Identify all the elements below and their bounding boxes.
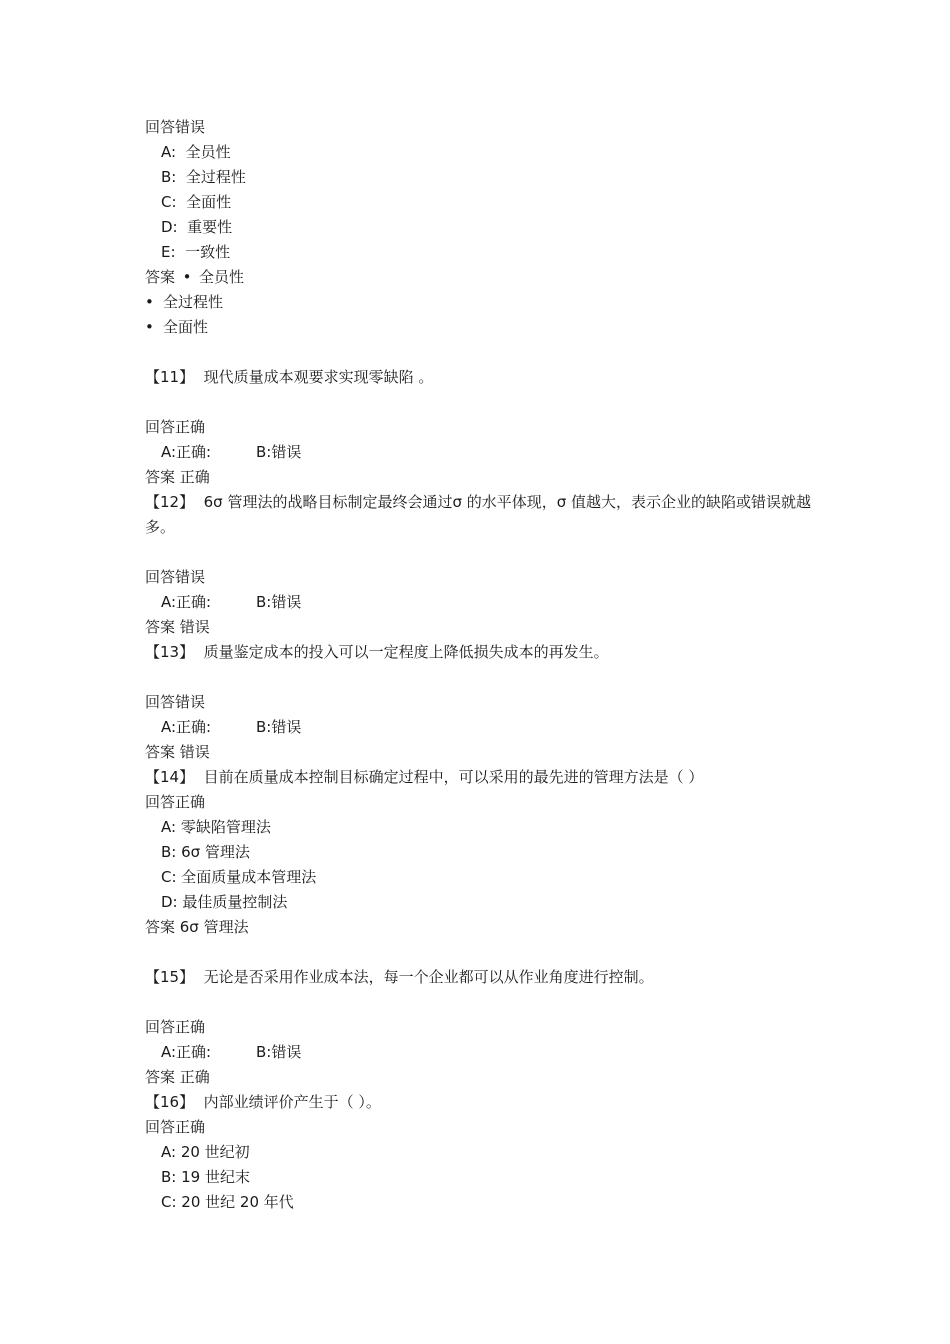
q14-answer: 答案 6σ 管理法 [145,918,249,936]
q11-answer: 答案 正确 [145,468,210,486]
q10-answer-item: • 全面性 [145,315,825,340]
q16-option-b: B: 19 世纪末 [161,1168,250,1186]
q12-options: A:正确: B:错误 [161,593,302,611]
q14-option-a: A: 零缺陷管理法 [161,818,271,836]
q13-answer: 答案 错误 [145,743,210,761]
q13-question: 【13】 质量鉴定成本的投入可以一定程度上降低损失成本的再发生。 [145,643,609,661]
q10-option-a: A: 全员性 [161,143,231,161]
q10-answer: 答案 • 全员性 [145,265,825,290]
q10-answer-item: • 全过程性 [145,290,825,315]
q13-result: 回答错误 [145,693,206,711]
q16-option-a: A: 20 世纪初 [161,1143,250,1161]
q11-options: A:正确: B:错误 [161,443,302,461]
q14-option-c: C: 全面质量成本管理法 [161,868,317,886]
bullet-icon: • [145,293,154,311]
q12-result: 回答错误 [145,568,206,586]
document-body [145,115,825,1215]
q11-question: 【11】 现代质量成本观要求实现零缺陷 。 [145,368,434,386]
q10-option-e: E: 一致性 [161,243,231,261]
q16-question: 【16】 内部业绩评价产生于（ ）。 [145,1093,381,1111]
q16-result: 回答正确 [145,1118,206,1136]
bullet-icon: • [145,318,154,336]
q14-option-b: B: 6σ 管理法 [161,843,250,861]
q15-options: A:正确: B:错误 [161,1043,302,1061]
q16-option-c: C: 20 世纪 20 年代 [161,1193,294,1211]
q15-question: 【15】 无论是否采用作业成本法，每一个企业都可以从作业角度进行控制。 [145,968,654,986]
q15-result: 回答正确 [145,1018,206,1036]
q10-result: 回答错误 [145,118,206,136]
q14-result: 回答正确 [145,793,206,811]
q14-question: 【14】 目前在质量成本控制目标确定过程中，可以采用的最先进的管理方法是（ ） [145,768,704,786]
q12-answer: 答案 错误 [145,618,210,636]
q12-question: 【12】 6σ 管理法的战略目标制定最终会通过σ 的水平体现，σ 值越大，表示企业的缺陷或错误就越多。 [145,493,812,536]
q13-options: A:正确: B:错误 [161,718,302,736]
bullet-icon: • [182,268,192,286]
q14-option-d: D: 最佳质量控制法 [161,893,288,911]
q10-option-d: D: 重要性 [161,218,233,236]
q11-result: 回答正确 [145,418,206,436]
q10-option-b: B: 全过程性 [161,168,246,186]
q15-answer: 答案 正确 [145,1068,210,1086]
q10-option-c: C: 全面性 [161,193,232,211]
